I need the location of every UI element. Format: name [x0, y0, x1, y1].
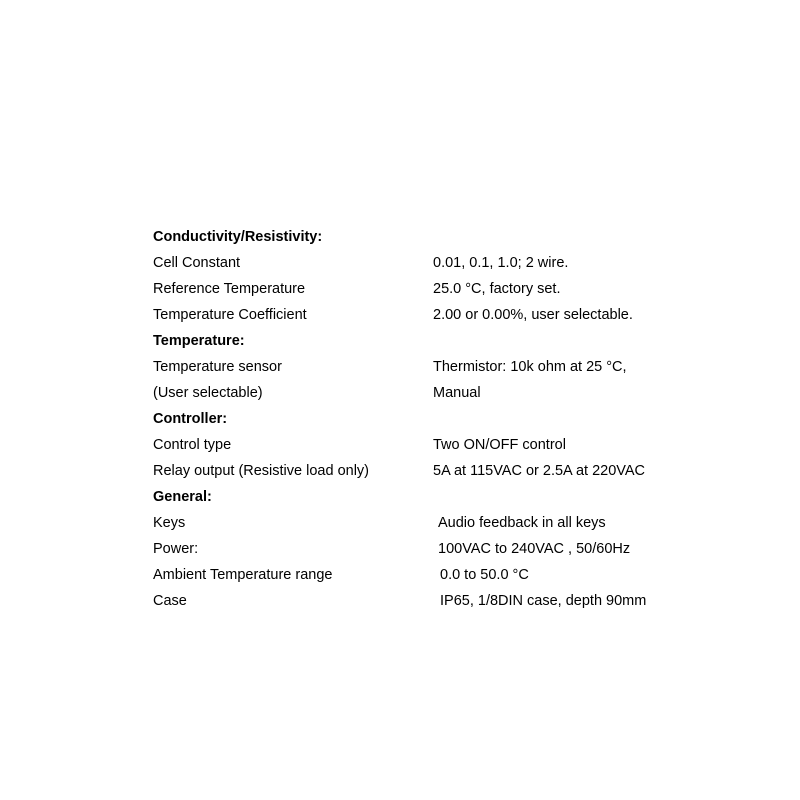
spec-row-control-type	[153, 432, 673, 458]
section-heading-label: Controller:	[153, 411, 228, 427]
spec-label: Power:	[153, 541, 199, 557]
spec-label: Reference Temperature	[153, 281, 306, 297]
spec-row-power	[153, 536, 673, 562]
spec-row-ambient-temperature	[153, 562, 673, 588]
spec-value: IP65, 1/8DIN case, depth 90mm	[440, 593, 647, 609]
section-heading-label: Conductivity/Resistivity:	[153, 229, 323, 245]
section-heading-conductivity	[153, 224, 673, 250]
spec-value: Audio feedback in all keys	[438, 515, 606, 531]
spec-value: Thermistor: 10k ohm at 25 °C,	[433, 359, 627, 375]
spec-row-reference-temperature	[153, 276, 673, 302]
spec-label: Control type	[153, 437, 232, 453]
spec-value: 5A at 115VAC or 2.5A at 220VAC	[433, 463, 645, 479]
spec-row-user-selectable	[153, 380, 673, 406]
spec-row-keys	[153, 510, 673, 536]
spec-value: 100VAC to 240VAC , 50/60Hz	[438, 541, 631, 557]
spec-value: Manual	[433, 385, 481, 401]
section-heading-label: General:	[153, 489, 212, 505]
spec-value: 25.0 °C, factory set.	[433, 281, 561, 297]
spec-value: 0.01, 0.1, 1.0; 2 wire.	[433, 255, 569, 271]
spec-value: 0.0 to 50.0 °C	[440, 567, 529, 583]
spec-label: Temperature Coefficient	[153, 307, 307, 323]
spec-row-temperature-coefficient	[153, 302, 673, 328]
section-heading-controller	[153, 406, 673, 432]
spec-label: Ambient Temperature range	[153, 567, 333, 583]
section-heading-label: Temperature:	[153, 333, 245, 349]
specification-table	[153, 224, 673, 614]
spec-value: 2.00 or 0.00%, user selectable.	[433, 307, 633, 323]
spec-label: Case	[153, 593, 187, 609]
spec-label: Relay output (Resistive load only)	[153, 463, 369, 479]
spec-label: (User selectable)	[153, 385, 263, 401]
spec-value: Two ON/OFF control	[433, 437, 566, 453]
spec-row-cell-constant	[153, 250, 673, 276]
spec-label: Temperature sensor	[153, 359, 282, 375]
spec-row-temperature-sensor	[153, 354, 673, 380]
spec-label: Keys	[153, 515, 186, 531]
section-heading-temperature	[153, 328, 673, 354]
spec-row-case	[153, 588, 673, 614]
section-heading-general	[153, 484, 673, 510]
spec-label: Cell Constant	[153, 255, 241, 271]
spec-row-relay-output	[153, 458, 673, 484]
